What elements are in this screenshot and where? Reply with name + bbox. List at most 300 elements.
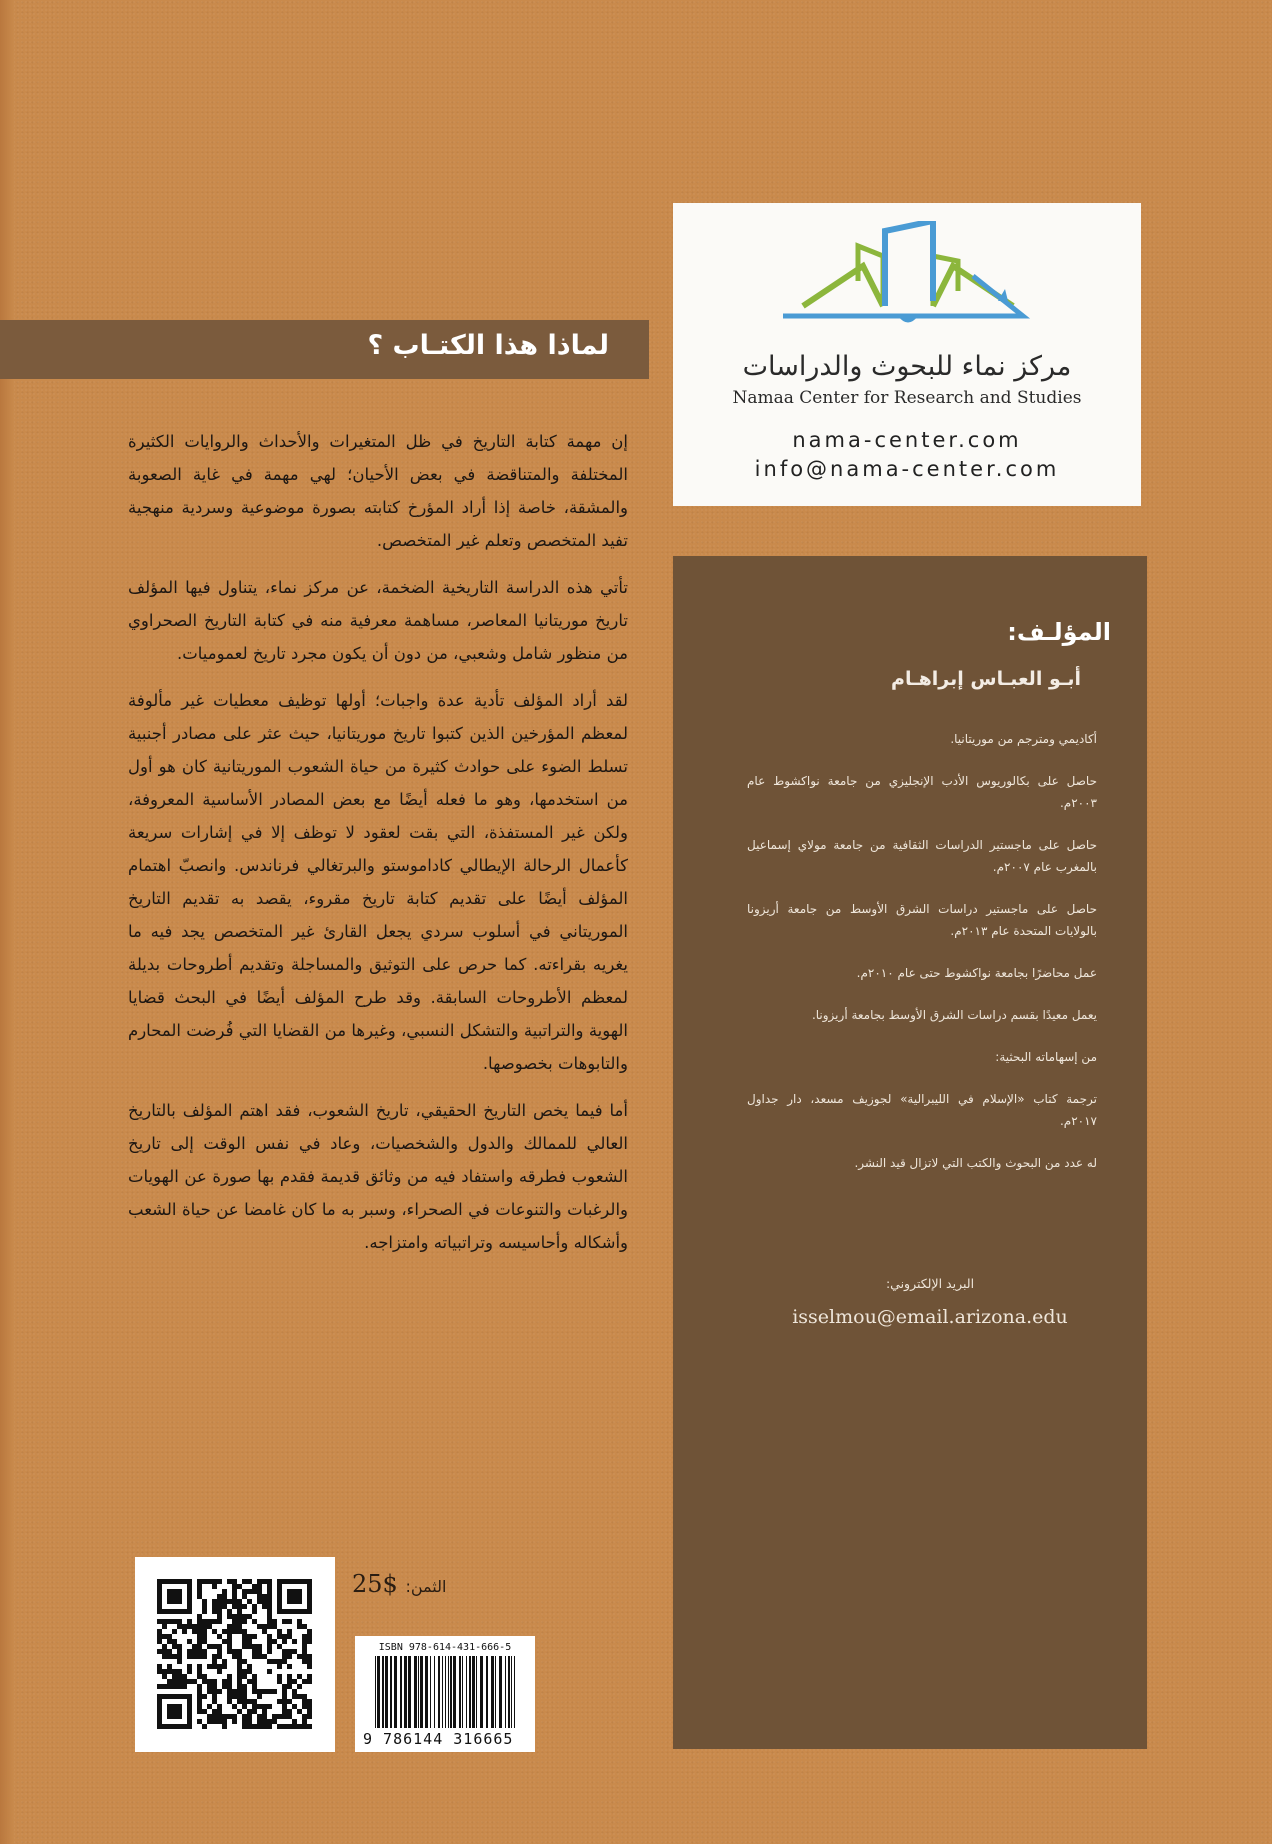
qr-module bbox=[227, 1639, 232, 1644]
qr-module bbox=[217, 1609, 222, 1614]
qr-module bbox=[277, 1659, 282, 1664]
qr-module bbox=[242, 1579, 247, 1584]
qr-module bbox=[242, 1594, 247, 1599]
qr-module bbox=[242, 1694, 247, 1699]
qr-module bbox=[282, 1619, 287, 1624]
qr-module bbox=[157, 1649, 162, 1654]
qr-module bbox=[182, 1679, 187, 1684]
qr-module bbox=[302, 1719, 307, 1724]
qr-module bbox=[297, 1654, 302, 1659]
qr-module bbox=[222, 1724, 227, 1729]
qr-module bbox=[267, 1589, 272, 1594]
barcode-bar bbox=[390, 1656, 392, 1728]
qr-module bbox=[222, 1594, 227, 1599]
qr-module bbox=[262, 1599, 267, 1604]
qr-module bbox=[217, 1649, 222, 1654]
qr-module bbox=[217, 1719, 222, 1724]
qr-module bbox=[232, 1614, 237, 1619]
qr-module bbox=[212, 1604, 217, 1609]
qr-module bbox=[242, 1719, 247, 1724]
qr-module bbox=[237, 1679, 242, 1684]
qr-module bbox=[277, 1634, 282, 1639]
qr-module bbox=[247, 1699, 252, 1704]
publisher-logo-box bbox=[673, 203, 1141, 506]
qr-module bbox=[177, 1644, 182, 1649]
qr-module bbox=[172, 1639, 177, 1644]
qr-module bbox=[282, 1689, 287, 1694]
qr-module bbox=[247, 1599, 252, 1604]
qr-module bbox=[237, 1699, 242, 1704]
barcode-bar bbox=[434, 1656, 435, 1728]
qr-module bbox=[307, 1704, 312, 1709]
qr-module bbox=[237, 1614, 242, 1619]
qr-module bbox=[242, 1639, 247, 1644]
qr-module bbox=[162, 1684, 167, 1689]
qr-module bbox=[197, 1619, 202, 1624]
qr-module bbox=[302, 1659, 307, 1664]
qr-module bbox=[207, 1664, 212, 1669]
barcode-bar bbox=[459, 1656, 461, 1728]
qr-module bbox=[257, 1689, 262, 1694]
qr-module bbox=[277, 1679, 282, 1684]
barcode-bar bbox=[385, 1656, 388, 1728]
qr-module bbox=[157, 1639, 162, 1644]
barcode-bar bbox=[450, 1656, 452, 1728]
qr-module bbox=[242, 1669, 247, 1674]
qr-module bbox=[242, 1614, 247, 1619]
qr-module bbox=[217, 1704, 222, 1709]
barcode-bar bbox=[400, 1656, 402, 1728]
barcode-bar bbox=[511, 1656, 512, 1728]
qr-module bbox=[197, 1629, 202, 1634]
qr-module bbox=[167, 1679, 172, 1684]
qr-module bbox=[172, 1669, 177, 1674]
qr-module bbox=[202, 1679, 207, 1684]
qr-module bbox=[217, 1604, 222, 1609]
qr-module bbox=[252, 1724, 257, 1729]
qr-module bbox=[202, 1639, 207, 1644]
qr-module bbox=[287, 1699, 292, 1704]
qr-module bbox=[227, 1674, 232, 1679]
qr-module bbox=[227, 1694, 232, 1699]
qr-module bbox=[222, 1639, 227, 1644]
qr-module bbox=[287, 1679, 292, 1684]
qr-module bbox=[267, 1619, 272, 1624]
qr-module bbox=[282, 1659, 287, 1664]
qr-module bbox=[212, 1629, 217, 1634]
qr-module bbox=[192, 1624, 197, 1629]
qr-module bbox=[307, 1699, 312, 1704]
qr-module bbox=[257, 1579, 262, 1584]
open-book-buildings-logo-icon bbox=[773, 221, 1043, 331]
qr-module bbox=[257, 1694, 262, 1699]
qr-module bbox=[257, 1704, 262, 1709]
qr-module bbox=[282, 1699, 287, 1704]
qr-module bbox=[242, 1604, 247, 1609]
qr-module bbox=[252, 1619, 257, 1624]
qr-module bbox=[212, 1659, 217, 1664]
qr-module bbox=[192, 1644, 197, 1649]
qr-module bbox=[262, 1724, 267, 1729]
qr-module bbox=[307, 1659, 312, 1664]
qr-module bbox=[297, 1709, 302, 1714]
qr-module bbox=[267, 1584, 272, 1589]
qr-module bbox=[237, 1624, 242, 1629]
qr-module bbox=[282, 1724, 287, 1729]
qr-module bbox=[307, 1664, 312, 1669]
qr-module bbox=[207, 1704, 212, 1709]
barcode-bar bbox=[466, 1656, 467, 1728]
author-email[interactable]: isselmou@email.arizona.edu bbox=[792, 1306, 1068, 1328]
qr-module bbox=[242, 1714, 247, 1719]
qr-module bbox=[217, 1714, 222, 1719]
qr-module bbox=[187, 1639, 192, 1644]
qr-module bbox=[182, 1674, 187, 1679]
qr-module bbox=[217, 1689, 222, 1694]
qr-module bbox=[232, 1619, 237, 1624]
book-spine-edge bbox=[0, 0, 14, 1844]
qr-module bbox=[217, 1619, 222, 1624]
qr-module bbox=[262, 1709, 267, 1714]
author-email-label: البريد الإلكتروني: bbox=[885, 1276, 975, 1291]
qr-module bbox=[197, 1674, 202, 1679]
qr-module bbox=[282, 1654, 287, 1659]
qr-module bbox=[262, 1704, 267, 1709]
qr-module bbox=[157, 1629, 162, 1634]
isbn-barcode-box bbox=[355, 1636, 535, 1752]
qr-module bbox=[227, 1699, 232, 1704]
barcode-bar bbox=[499, 1656, 502, 1728]
barcode-bar bbox=[476, 1656, 477, 1728]
qr-module bbox=[267, 1639, 272, 1644]
qr-module bbox=[187, 1624, 192, 1629]
qr-module bbox=[177, 1659, 182, 1664]
qr-module bbox=[277, 1644, 282, 1649]
qr-module bbox=[247, 1634, 252, 1639]
qr-module bbox=[197, 1579, 202, 1584]
qr-module bbox=[207, 1684, 212, 1689]
qr-module bbox=[167, 1634, 172, 1639]
qr-module bbox=[192, 1654, 197, 1659]
qr-module bbox=[272, 1719, 277, 1724]
barcode-bar bbox=[414, 1656, 417, 1728]
qr-module bbox=[227, 1609, 232, 1614]
qr-module bbox=[282, 1649, 287, 1654]
qr-module bbox=[232, 1599, 237, 1604]
qr-module bbox=[302, 1624, 307, 1629]
qr-module bbox=[262, 1604, 267, 1609]
qr-module bbox=[232, 1649, 237, 1654]
qr-module bbox=[252, 1644, 257, 1649]
qr-module bbox=[267, 1669, 272, 1674]
qr-module bbox=[212, 1694, 217, 1699]
qr-module bbox=[262, 1689, 267, 1694]
qr-module bbox=[207, 1689, 212, 1694]
qr-module bbox=[217, 1669, 222, 1674]
qr-module bbox=[187, 1654, 192, 1659]
qr-module bbox=[287, 1724, 292, 1729]
qr-module bbox=[247, 1664, 252, 1669]
qr-module bbox=[307, 1674, 312, 1679]
qr-module bbox=[167, 1639, 172, 1644]
qr-module bbox=[297, 1624, 302, 1629]
qr-module bbox=[187, 1679, 192, 1684]
qr-module bbox=[162, 1654, 167, 1659]
qr-module bbox=[227, 1689, 232, 1694]
qr-module bbox=[257, 1589, 262, 1594]
barcode-bar bbox=[514, 1656, 515, 1728]
qr-module bbox=[277, 1699, 282, 1704]
qr-module bbox=[207, 1679, 212, 1684]
qr-module bbox=[182, 1629, 187, 1634]
blurb-paragraph: إن مهمة كتابة التاريخ في ظل المتغيرات والأحداث والروايات الكثيرة المختلفة والمتناقضة في بعض الأحيان؛ لهي مهمة في غاية الصعوبة والمشقة، خاصة إذا أراد المؤرخ كتابته بصورة موضوعية وسردية منهجية تفيد المتخصص وتعلم غير المتخصص. bbox=[128, 432, 628, 550]
qr-module bbox=[252, 1699, 257, 1704]
qr-module bbox=[252, 1649, 257, 1654]
qr-module bbox=[172, 1654, 177, 1659]
qr-module bbox=[302, 1639, 307, 1644]
publisher-name-english: Namaa Center for Research and Studies bbox=[732, 388, 1082, 408]
qr-module bbox=[157, 1684, 162, 1689]
qr-module bbox=[302, 1654, 307, 1659]
qr-module bbox=[187, 1649, 192, 1654]
qr-module bbox=[182, 1624, 187, 1629]
qr-module bbox=[247, 1719, 252, 1724]
qr-module bbox=[222, 1659, 227, 1664]
qr-module bbox=[162, 1674, 167, 1679]
author-name: أبـو العبـاس إبراهـام bbox=[891, 668, 1081, 690]
qr-module bbox=[227, 1649, 232, 1654]
qr-module bbox=[177, 1649, 182, 1654]
qr-module bbox=[202, 1724, 207, 1729]
qr-module bbox=[197, 1644, 202, 1649]
qr-module bbox=[177, 1684, 182, 1689]
qr-module bbox=[267, 1704, 272, 1709]
barcode-bar bbox=[448, 1656, 449, 1728]
publisher-email: info@nama-center.com bbox=[754, 457, 1060, 481]
qr-module bbox=[237, 1694, 242, 1699]
qr-module bbox=[292, 1719, 297, 1724]
qr-module bbox=[217, 1594, 222, 1599]
qr-module bbox=[237, 1629, 242, 1634]
qr-module bbox=[282, 1634, 287, 1639]
qr-module bbox=[287, 1654, 292, 1659]
qr-module bbox=[197, 1639, 202, 1644]
qr-module bbox=[207, 1714, 212, 1719]
qr-module bbox=[212, 1584, 217, 1589]
qr-module bbox=[277, 1674, 282, 1679]
qr-module bbox=[202, 1654, 207, 1659]
qr-module bbox=[222, 1719, 227, 1724]
qr-module bbox=[232, 1714, 237, 1719]
barcode-bar bbox=[404, 1656, 407, 1728]
qr-module bbox=[222, 1589, 227, 1594]
qr-module bbox=[252, 1709, 257, 1714]
barcode-bar bbox=[375, 1656, 376, 1728]
qr-module bbox=[207, 1644, 212, 1649]
qr-module bbox=[287, 1664, 292, 1669]
qr-module bbox=[242, 1724, 247, 1729]
blurb-text bbox=[128, 425, 628, 1273]
qr-code-box bbox=[135, 1557, 335, 1752]
qr-module bbox=[232, 1589, 237, 1594]
qr-module bbox=[302, 1679, 307, 1684]
qr-module bbox=[252, 1604, 257, 1609]
qr-finder bbox=[167, 1589, 182, 1604]
qr-module bbox=[267, 1579, 272, 1584]
qr-module bbox=[267, 1659, 272, 1664]
barcode-bar bbox=[505, 1656, 506, 1728]
qr-module bbox=[237, 1659, 242, 1664]
qr-module bbox=[267, 1624, 272, 1629]
publisher-name-arabic: مركز نماء للبحوث والدراسات bbox=[742, 351, 1072, 382]
qr-module bbox=[247, 1639, 252, 1644]
qr-module bbox=[237, 1674, 242, 1679]
qr-module bbox=[252, 1674, 257, 1679]
qr-module bbox=[202, 1604, 207, 1609]
barcode-bar bbox=[472, 1656, 475, 1728]
qr-module bbox=[212, 1699, 217, 1704]
qr-module bbox=[197, 1689, 202, 1694]
qr-module bbox=[197, 1594, 202, 1599]
qr-module bbox=[307, 1654, 312, 1659]
qr-module bbox=[242, 1684, 247, 1689]
price bbox=[352, 1570, 446, 1598]
barcode-bar bbox=[382, 1656, 384, 1728]
qr-module bbox=[292, 1639, 297, 1644]
qr-module bbox=[162, 1669, 167, 1674]
qr-module bbox=[192, 1649, 197, 1654]
qr-module bbox=[167, 1654, 172, 1659]
barcode-bar bbox=[491, 1656, 494, 1728]
qr-module bbox=[197, 1669, 202, 1674]
qr-module bbox=[252, 1609, 257, 1614]
qr-module bbox=[207, 1719, 212, 1724]
qr-module bbox=[277, 1664, 282, 1669]
qr-module bbox=[247, 1644, 252, 1649]
qr-module bbox=[257, 1584, 262, 1589]
qr-module bbox=[217, 1614, 222, 1619]
qr-module bbox=[227, 1679, 232, 1684]
qr-module bbox=[212, 1714, 217, 1719]
blurb-paragraph: لقد أراد المؤلف تأدية عدة واجبات؛ أولها توظيف معطيات غير مألوفة لمعظم المؤرخين الذين كتبوا تاريخ موريتانيا، حيث عثر على مصادر أجنبية تسلط الضوء على حوادث كثيرة من حياة الشعوب الموريتانية كان هو أول من استخدمها، وهو ما فعله أيضًا مع بعض المصادر الأساسية المعروفة، ولكن غير المستفذة، التي بقت لعقود لا توظف إلا في إشارات سريعة كأعمال الرحالة الإيطالي كاداموستو والبرتغالي فرناندس. وانصبّ اهتمام المؤلف أيضًا على تقديم كتابة تاريخ مقروء، يقصد به تقديم التاريخ الموريتاني في أسلوب سردي يجعل القارئ غير المتخصص يجد فيه ما يغريه بقراءته. كما حرص على التوثيق والمساجلة وتقديم أطروحات بديلة لمعظم الأطروحات السابقة. وقد طرح المؤلف أيضًا في البحث قضايا الهوية والتراتبية والتشكل النسبي، وغيرها من القضايا التي فُرضت المحارم والتابوهات بخصوصها. bbox=[128, 691, 628, 1073]
qr-module bbox=[157, 1664, 162, 1669]
qr-module bbox=[292, 1679, 297, 1684]
qr-module bbox=[247, 1714, 252, 1719]
qr-module bbox=[167, 1619, 172, 1624]
qr-module bbox=[172, 1674, 177, 1679]
barcode-bar bbox=[425, 1656, 428, 1728]
qr-module bbox=[172, 1644, 177, 1649]
qr-module bbox=[277, 1724, 282, 1729]
publisher-website: nama-center.com bbox=[792, 428, 1022, 452]
qr-module bbox=[292, 1724, 297, 1729]
qr-module bbox=[287, 1714, 292, 1719]
qr-module bbox=[272, 1619, 277, 1624]
barcode-bar bbox=[445, 1656, 446, 1728]
barcode-bar bbox=[377, 1656, 380, 1728]
bio-item: من إسهاماته البحثية: bbox=[995, 1050, 1097, 1064]
qr-module bbox=[197, 1709, 202, 1714]
qr-module bbox=[242, 1589, 247, 1594]
qr-module bbox=[227, 1634, 232, 1639]
qr-module bbox=[217, 1634, 222, 1639]
qr-module bbox=[212, 1609, 217, 1614]
qr-module bbox=[267, 1644, 272, 1649]
qr-module bbox=[267, 1604, 272, 1609]
qr-module bbox=[287, 1709, 292, 1714]
qr-module bbox=[197, 1634, 202, 1639]
qr-module bbox=[187, 1669, 192, 1674]
qr-module bbox=[282, 1704, 287, 1709]
isbn-digits: 9 786144 316665 bbox=[363, 1730, 514, 1748]
qr-module bbox=[232, 1594, 237, 1599]
qr-module bbox=[237, 1669, 242, 1674]
qr-module bbox=[237, 1689, 242, 1694]
qr-module bbox=[277, 1714, 282, 1719]
qr-module bbox=[222, 1604, 227, 1609]
qr-module bbox=[157, 1634, 162, 1639]
qr-module bbox=[307, 1634, 312, 1639]
qr-module bbox=[282, 1694, 287, 1699]
author-bio bbox=[747, 728, 1097, 1194]
barcode-bar bbox=[408, 1656, 411, 1728]
qr-module bbox=[227, 1599, 232, 1604]
qr-module bbox=[212, 1619, 217, 1624]
qr-code-icon[interactable] bbox=[157, 1579, 313, 1730]
qr-module bbox=[257, 1624, 262, 1629]
qr-module bbox=[197, 1654, 202, 1659]
barcode-bar bbox=[486, 1656, 488, 1728]
barcode-bar bbox=[418, 1656, 419, 1728]
qr-module bbox=[237, 1599, 242, 1604]
qr-module bbox=[172, 1619, 177, 1624]
qr-module bbox=[302, 1634, 307, 1639]
bio-item: حاصل على بكالوريوس الأدب الإنجليزي من جامعة نواكشوط عام ٢٠٠٣م. bbox=[747, 774, 1097, 810]
qr-module bbox=[247, 1669, 252, 1674]
qr-module bbox=[267, 1634, 272, 1639]
qr-module bbox=[257, 1654, 262, 1659]
qr-module bbox=[232, 1584, 237, 1589]
qr-module bbox=[242, 1634, 247, 1639]
qr-module bbox=[197, 1589, 202, 1594]
barcode-bar bbox=[442, 1656, 443, 1728]
qr-module bbox=[297, 1694, 302, 1699]
qr-module bbox=[247, 1579, 252, 1584]
qr-module bbox=[302, 1724, 307, 1729]
qr-module bbox=[272, 1639, 277, 1644]
qr-module bbox=[272, 1689, 277, 1694]
qr-module bbox=[202, 1629, 207, 1634]
qr-module bbox=[207, 1624, 212, 1629]
qr-module bbox=[212, 1679, 217, 1684]
qr-module bbox=[237, 1619, 242, 1624]
blurb-paragraph: تأتي هذه الدراسة التاريخية الضخمة، عن مركز نماء، يتناول فيها المؤلف تاريخ موريتانيا المعاصر، مساهمة معرفية منه في كتابة التاريخ الصحراوي من منظور شامل وشعبي، من دون أن يكون مجرد تاريخ لعموميات. bbox=[128, 578, 628, 663]
qr-module bbox=[307, 1639, 312, 1644]
qr-module bbox=[187, 1664, 192, 1669]
barcode-bar bbox=[480, 1656, 483, 1728]
qr-module bbox=[212, 1579, 217, 1584]
qr-module bbox=[157, 1669, 162, 1674]
qr-module bbox=[257, 1599, 262, 1604]
qr-module bbox=[287, 1634, 292, 1639]
qr-module bbox=[287, 1629, 292, 1634]
bio-item: ترجمة كتاب «الإسلام في الليبرالية» لجوزيف مسعد، دار جداول ٢٠١٧م. bbox=[747, 1092, 1097, 1128]
qr-module bbox=[292, 1649, 297, 1654]
qr-finder bbox=[167, 1704, 182, 1719]
qr-module bbox=[257, 1594, 262, 1599]
qr-module bbox=[212, 1654, 217, 1659]
qr-module bbox=[272, 1624, 277, 1629]
